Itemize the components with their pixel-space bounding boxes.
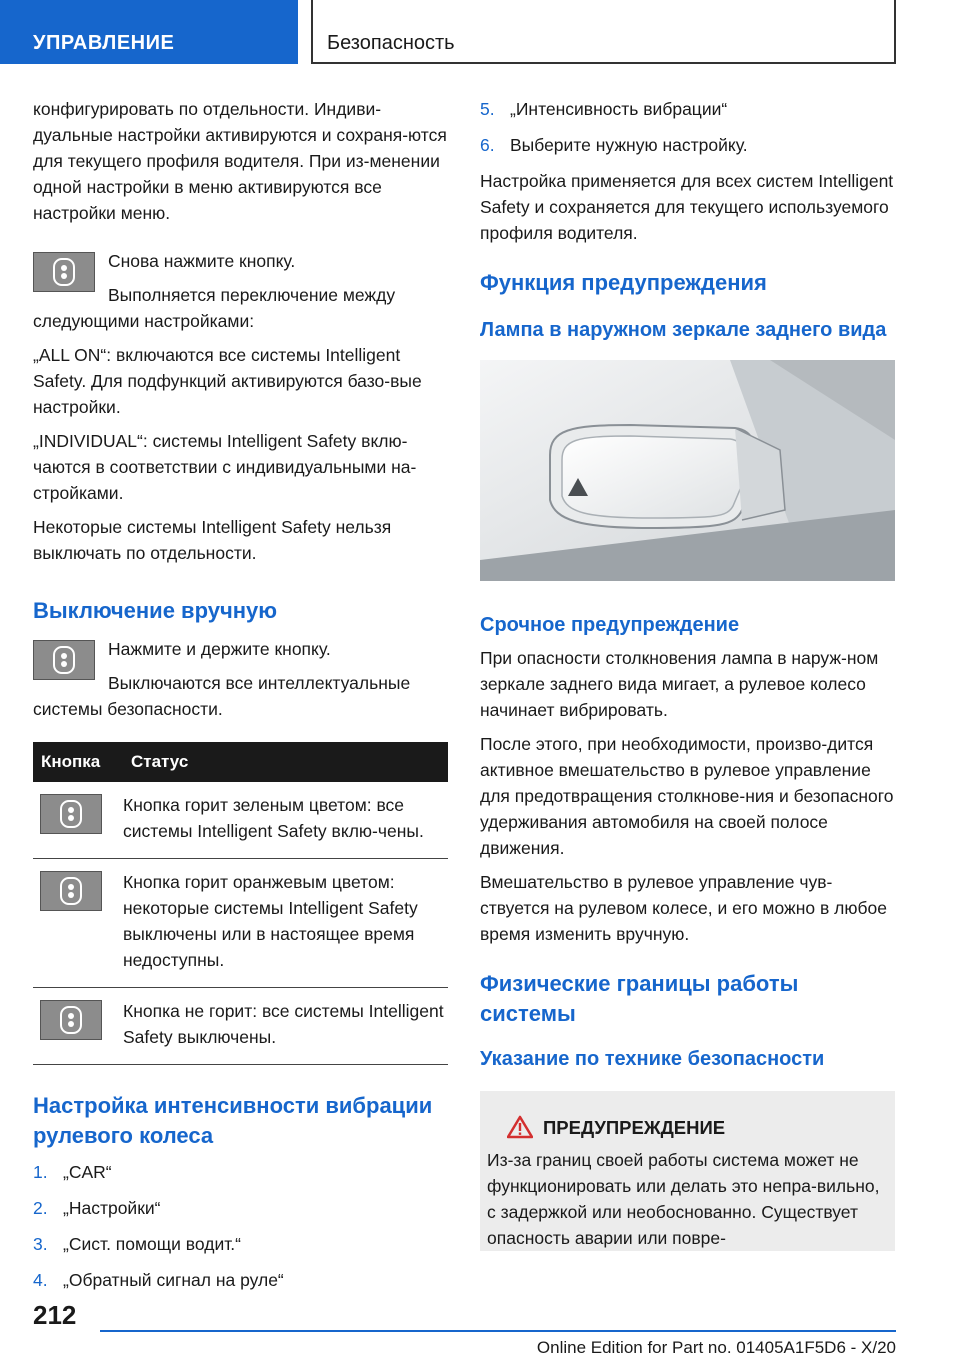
table-cell-status: Кнопка не горит: все системы Intelligent Safety выключены.	[123, 988, 448, 1065]
warning-triangle-icon	[507, 1115, 533, 1139]
individual-text: „INDIVIDUAL“: системы Intelligent Safety вклю-чаются в соответствии с индивидуальными на-стройками.	[33, 431, 417, 503]
button-green-icon	[40, 794, 102, 834]
table-cell-status: Кнопка горит оранжевым цветом: некоторые системы Intelligent Safety выключены или в настоящее время недоступны.	[123, 859, 448, 988]
press-again-text: Снова нажмите кнопку.	[108, 251, 296, 271]
system-limits-heading: Физические границы работы системы	[480, 971, 799, 1026]
table-header-button: Кнопка	[33, 742, 123, 782]
list-item: 4. „Обратный сигнал на руле“	[33, 1270, 284, 1290]
footer-edition: Online Edition for Part no. 01405A1F5D6 - X/20	[536, 1338, 896, 1357]
table-row	[33, 859, 448, 988]
safety-note-heading: Указание по технике безопасности	[480, 1048, 825, 1070]
list-item: 3. „Сист. помощи водит.“	[33, 1234, 241, 1254]
warning-box	[480, 1091, 895, 1251]
warning-text: Из-за границ своей работы система может не функционировать или делать это непра-вильно, с задержкой или необоснованно. Существует опасность аварии или повре-	[487, 1150, 880, 1248]
table-row	[33, 782, 448, 859]
vibration-heading: Настройка интенсивности вибрации рулевого колеса	[33, 1093, 433, 1148]
switching-text: Выполняется переключение между следующими настройками:	[33, 285, 396, 331]
note-cannot-text: Некоторые системы Intelligent Safety нельзя выключать по отдельности.	[33, 517, 392, 563]
urgent-paragraph-1: При опасности столкновения лампа в наруж-ном зеркале заднего вида мигает, а рулевое колесо начинает вибрировать.	[480, 648, 879, 720]
list-item: 2. „Настройки“	[33, 1198, 161, 1218]
press-again-block	[33, 248, 448, 274]
warning-label: ПРЕДУПРЕЖДЕНИЕ	[543, 1117, 726, 1138]
right-column	[480, 96, 895, 1251]
urgent-warning-heading: Срочное предупреждение	[480, 614, 740, 636]
urgent-paragraph-3: Вмешательство в рулевое управление чув-ствуется на рулевом колесе, и его можно в любое время изменить вручную.	[480, 872, 887, 944]
table-header-status: Статус	[123, 742, 448, 782]
manual-off-heading: Выключение вручную	[33, 598, 278, 623]
all-on-text: „ALL ON“: включаются все системы Intelligent Safety. Для подфункций активируются базо-вые настройки.	[33, 345, 422, 417]
list-item: 1. „CAR“	[33, 1162, 112, 1182]
vibration-steps-list	[33, 1159, 448, 1293]
intro-paragraph: конфигурировать по отдельности. Индиви-дуальные настройки активируются и сохраня-ются для текущего профиля водителя. При из-менении одной настройки в меню активируются все настройки меню.	[33, 99, 447, 223]
all-off-text: Выключаются все интеллектуальные системы безопасности.	[33, 673, 411, 719]
button-orange-icon	[40, 871, 102, 911]
side-mirror-image	[480, 360, 895, 581]
mirror-lamp-heading: Лампа в наружном зеркале заднего вида	[480, 319, 887, 341]
page-number: 212	[33, 1300, 77, 1330]
urgent-paragraph-2: После этого, при необходимости, произво-дится активное вмешательство в рулевое управление для предотвращения столкнове-ния и безопасного удерживания автомобиля на своей полосе движения.	[480, 734, 894, 858]
footer-divider	[100, 1330, 896, 1332]
button-off-icon	[40, 1000, 102, 1040]
warning-function-heading: Функция предупреждения	[480, 270, 767, 295]
press-hold-text: Нажмите и держите кнопку.	[108, 639, 331, 659]
warning-title	[487, 1115, 887, 1141]
table-cell-status: Кнопка горит зеленым цветом: все системы Intelligent Safety вклю-чены.	[123, 782, 448, 859]
intelligent-safety-button-icon	[33, 252, 95, 292]
intelligent-safety-button-icon	[33, 640, 95, 680]
left-column	[33, 96, 448, 1303]
section-tab: УПРАВЛЕНИЕ	[0, 0, 298, 64]
press-hold-block	[33, 636, 448, 662]
table-row	[33, 988, 448, 1065]
list-item: 6. Выберите нужную настройку.	[480, 135, 748, 155]
button-status-table	[33, 742, 448, 1065]
chapter-title: Безопасность	[311, 0, 896, 64]
list-item: 5. „Интенсивность вибрации“	[480, 99, 728, 119]
vibration-steps-list-continued	[480, 96, 895, 158]
applies-text: Настройка применяется для всех систем Intelligent Safety и сохраняется для текущего используемого профиля водителя.	[480, 171, 894, 243]
